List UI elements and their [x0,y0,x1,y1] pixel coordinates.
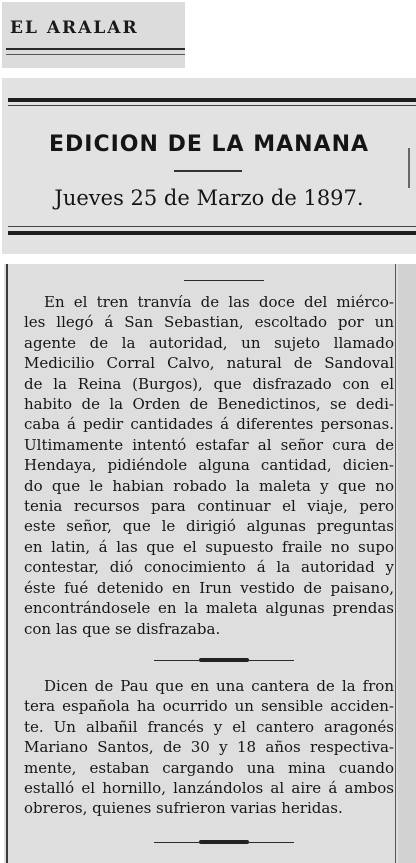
masthead-clip [2,2,185,68]
article-line: de la Reina (Burgos), que disfrazado con el [24,374,394,393]
column-edge-mark [408,148,410,188]
article-line: tenia recursos para continuar el viaje, pero [24,497,394,516]
article-line: Ultimamente intentó estafar al señor cura de [24,435,394,454]
article-line: Mariano Santos, de 30 y 18 años respectiva- [24,738,394,757]
edition-date: Jueves 25 de Marzo de 1897. [54,186,364,210]
article-line: obreros, quienes sufrieron varias heridas. [24,799,343,818]
article-line: te. Un albañil francés y el cantero aragonés [24,717,394,736]
edition-bottom-rule-thin [8,226,416,227]
edition-bottom-rule [8,231,416,235]
article-line: estalló el hornillo, lanzándolos al aire á ambos [24,779,394,798]
ornament-dash-middle [199,658,249,662]
ornament-dash-bottom [199,840,249,844]
article-line: Medicilio Corral Calvo, natural de Sandoval [24,354,394,373]
article-line: caba á pedir cantidades á diferentes personas. [24,415,394,434]
adjacent-column-fragment [398,264,416,863]
masthead-rule-thin [6,54,185,55]
article-line: En el tren tranvía de las doce del miérco- [44,293,394,311]
edition-divider [174,170,242,172]
edition-title: EDICION DE LA MANANA [48,132,370,157]
edition-top-rule [8,98,416,102]
article-line: este señor, que le dirigió algunas preguntas [24,517,394,536]
article-line: contestar, dió conocimiento á la autoridad y [24,558,394,577]
article-line: habito de la Orden de Benedictinos, se dedi- [24,395,394,414]
masthead-rule [6,48,185,50]
article-line: do que le habian robado la maleta y que no [24,476,394,495]
article-line: éste fué detenido en Irun vestido de paisano, [24,578,394,597]
masthead-title: EL ARALAR [10,18,139,38]
column-right-border [395,264,396,863]
article-line: mente, estaban cargando una mina cuando [24,758,394,777]
article-line: en latin, á las que el supuesto fraile no supo [24,537,394,556]
article-paragraph-1 [24,292,394,639]
article-line: Hendaya, pidiéndole alguna cantidad, dicien- [24,456,394,475]
article-line: agente de la autoridad, un sujeto llamado [24,333,394,352]
article-line: Dicen de Pau que en una cantera de la fron [44,677,394,695]
edition-header-clip [2,78,416,254]
article-paragraph-2 [24,676,394,819]
article-line: tera española ha ocurrido un sensible acciden- [24,697,394,716]
ornament-rule-top [184,280,264,281]
column-left-border [6,264,8,863]
article-line: con las que se disfrazaba. [24,619,221,638]
edition-top-rule-thin [8,105,416,106]
article-line: les llegó á San Sebastian, escoltado por un [24,313,394,332]
article-column-clip [4,264,416,863]
article-line: encontrándosele en la maleta algunas prendas [24,599,394,618]
